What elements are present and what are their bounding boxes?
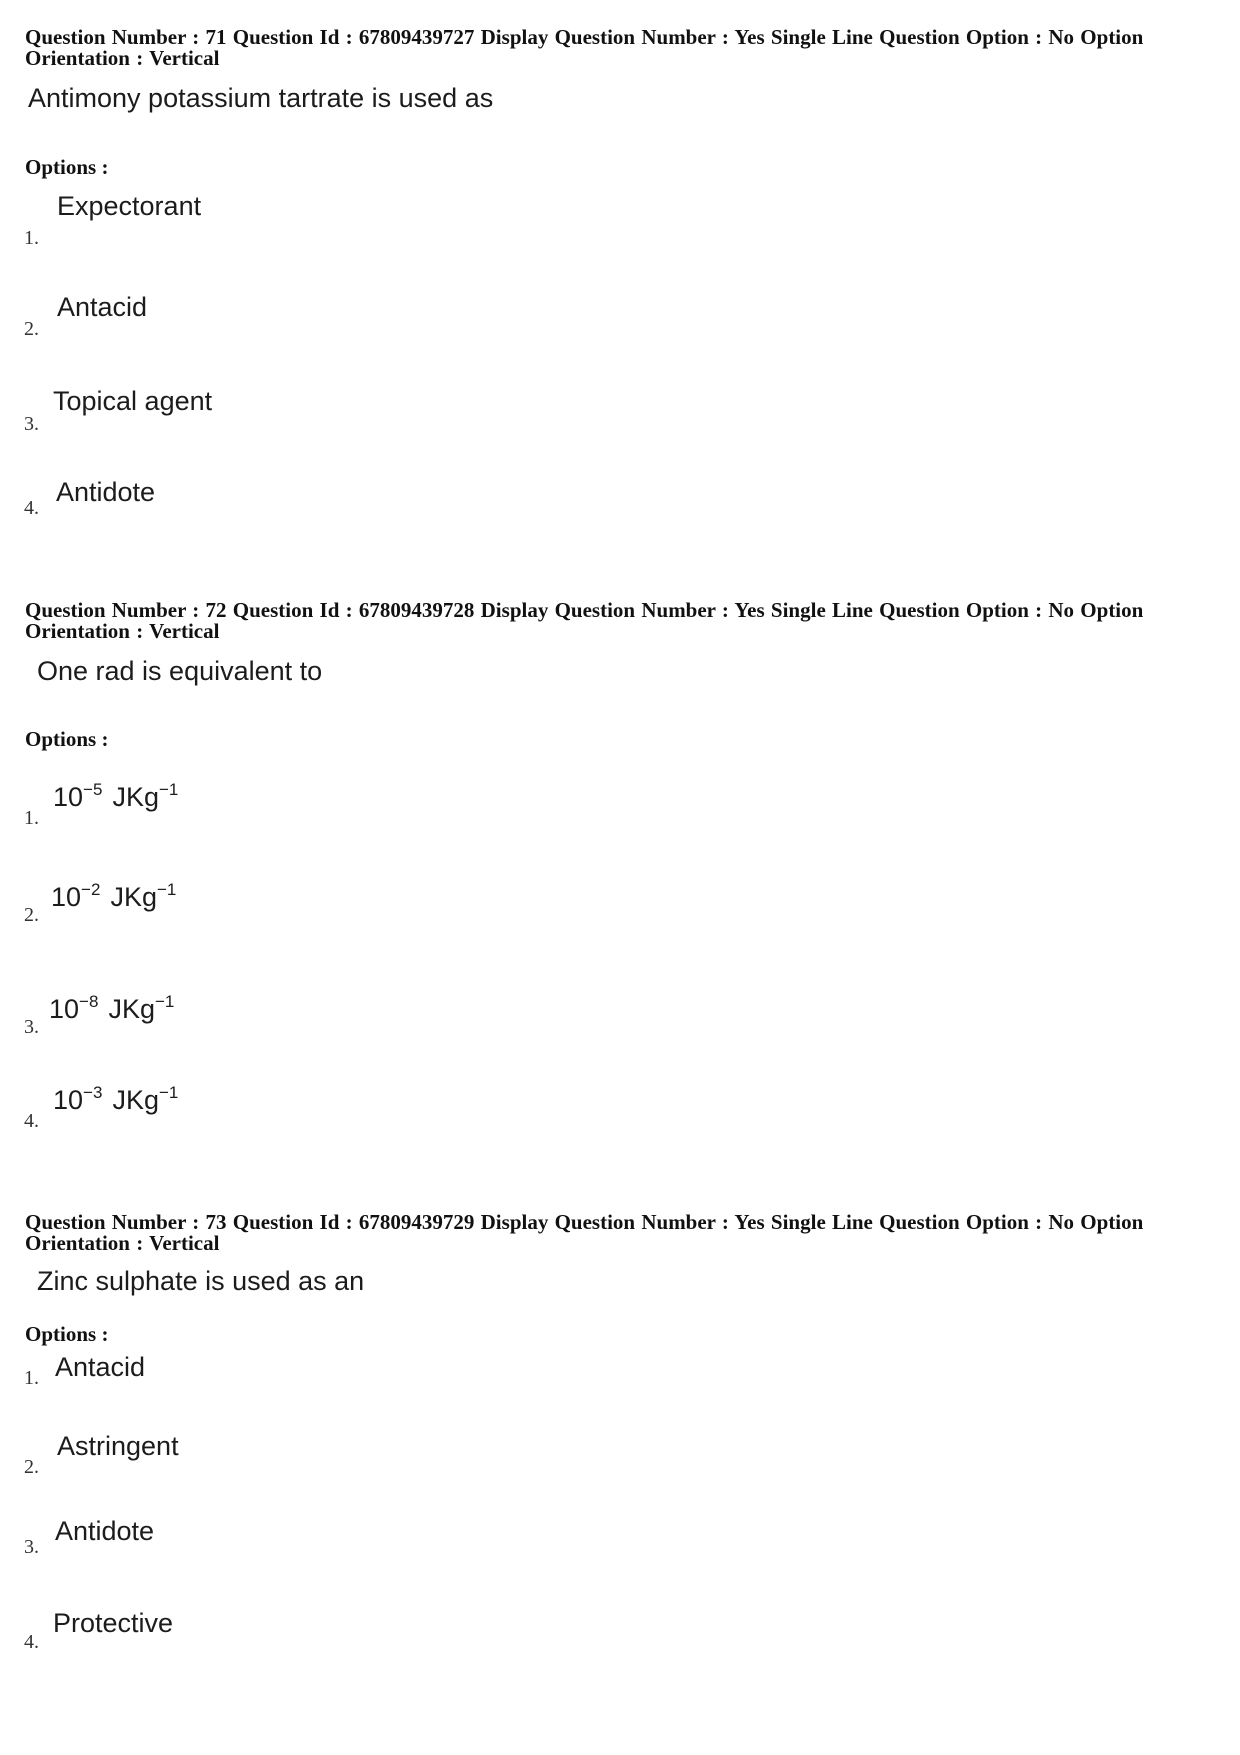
options-label: Options : bbox=[25, 155, 109, 179]
option-number: 3. bbox=[24, 1016, 39, 1038]
option-expression bbox=[53, 1085, 178, 1116]
option-expression bbox=[53, 782, 178, 813]
option-number: 1. bbox=[24, 807, 39, 829]
option-expression bbox=[51, 882, 176, 913]
power-exponent: −3 bbox=[83, 1083, 103, 1102]
options-label: Options : bbox=[25, 727, 109, 751]
option-text: Astringent bbox=[57, 1431, 179, 1461]
option-number: 1. bbox=[24, 1367, 39, 1389]
power-exponent: −2 bbox=[81, 880, 101, 899]
option-text: Expectorant bbox=[57, 191, 202, 221]
option-number: 4. bbox=[24, 497, 39, 519]
option-text: Antacid bbox=[55, 1352, 146, 1382]
option-text: Antidote bbox=[55, 1516, 155, 1546]
unit: JKg bbox=[112, 782, 159, 812]
option-number: 2. bbox=[24, 904, 39, 926]
option-text: Protective bbox=[53, 1608, 174, 1638]
option-expression bbox=[49, 994, 174, 1025]
unit-exponent: −1 bbox=[156, 880, 177, 899]
option-number: 2. bbox=[24, 1456, 39, 1478]
option-number: 3. bbox=[24, 413, 39, 435]
question-meta bbox=[25, 600, 1205, 642]
unit: JKg bbox=[108, 994, 155, 1024]
power-base: 10 bbox=[51, 882, 82, 912]
option-number: 2. bbox=[24, 318, 39, 340]
question-meta-line1: Question Number : 73 Question Id : 67809439729 Display Question Number : Yes Single Line Question Option : No Option bbox=[25, 1210, 1144, 1234]
question-meta-line2: Orientation : Vertical bbox=[25, 1231, 220, 1255]
unit-exponent: −1 bbox=[154, 992, 175, 1011]
power-exponent: −5 bbox=[83, 780, 103, 799]
option-number: 4. bbox=[24, 1631, 39, 1653]
question-text: Zinc sulphate is used as an bbox=[37, 1266, 365, 1296]
option-number: 1. bbox=[24, 227, 39, 249]
unit-exponent: −1 bbox=[158, 1083, 179, 1102]
question-meta-line1: Question Number : 72 Question Id : 67809439728 Display Question Number : Yes Single Line Question Option : No Option bbox=[25, 598, 1144, 622]
option-number: 3. bbox=[24, 1536, 39, 1558]
option-text: Topical agent bbox=[53, 386, 213, 416]
question-meta bbox=[25, 1212, 1205, 1254]
unit: JKg bbox=[112, 1085, 159, 1115]
power-base: 10 bbox=[53, 1085, 84, 1115]
question-meta-line1: Question Number : 71 Question Id : 67809439727 Display Question Number : Yes Single Line Question Option : No Option bbox=[25, 25, 1144, 49]
option-text: Antidote bbox=[56, 477, 156, 507]
power-exponent: −8 bbox=[79, 992, 99, 1011]
question-text: Antimony potassium tartrate is used as bbox=[28, 83, 494, 113]
power-base: 10 bbox=[53, 782, 84, 812]
question-text: One rad is equivalent to bbox=[37, 656, 323, 686]
option-number: 4. bbox=[24, 1110, 39, 1132]
options-label: Options : bbox=[25, 1322, 109, 1346]
unit-exponent: −1 bbox=[158, 780, 179, 799]
question-meta-line2: Orientation : Vertical bbox=[25, 619, 220, 643]
question-meta bbox=[25, 27, 1205, 69]
option-text: Antacid bbox=[57, 292, 148, 322]
power-base: 10 bbox=[49, 994, 80, 1024]
question-meta-line2: Orientation : Vertical bbox=[25, 46, 220, 70]
unit: JKg bbox=[110, 882, 157, 912]
